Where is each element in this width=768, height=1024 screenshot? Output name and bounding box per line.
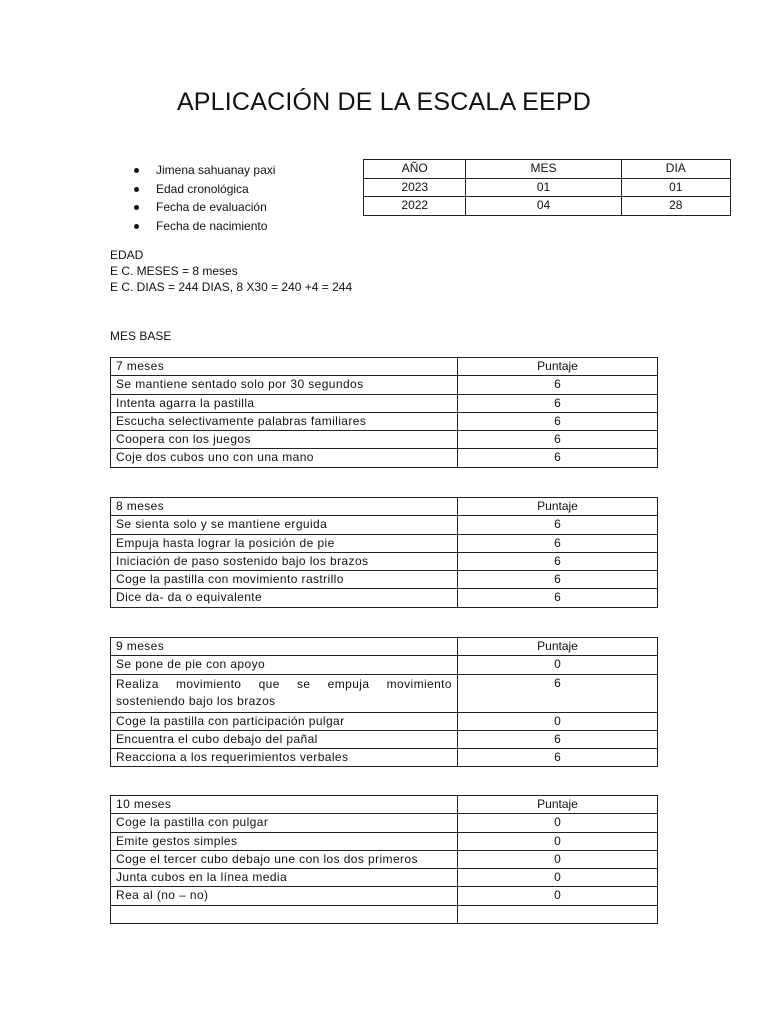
birth-year: 2022 xyxy=(364,197,466,216)
score-table-8-months xyxy=(110,497,658,608)
birth-month: 04 xyxy=(466,197,621,216)
table-row xyxy=(111,869,658,887)
item-text: Coje dos cubos uno con una mano xyxy=(111,449,458,467)
base-month-label: MES BASE xyxy=(110,329,172,343)
table-row xyxy=(111,376,658,394)
birth-date-row xyxy=(364,197,731,216)
item-score: 0 xyxy=(458,712,658,730)
table-row xyxy=(111,814,658,832)
score-header: Puntaje xyxy=(458,796,658,814)
item-text: Se sienta solo y se mantiene erguida xyxy=(111,516,458,534)
item-text: Intenta agarra la pastilla xyxy=(111,394,458,412)
item-text: Escucha selectivamente palabras familiares xyxy=(111,412,458,430)
item-score: 0 xyxy=(458,832,658,850)
score-header: Puntaje xyxy=(458,638,658,656)
item-text: Se mantiene sentado solo por 30 segundos xyxy=(111,376,458,394)
birth-day: 28 xyxy=(621,197,730,216)
score-table-10-months xyxy=(110,795,658,924)
item-text: Rea al (no – no) xyxy=(111,887,458,905)
table-row xyxy=(111,589,658,607)
table-row xyxy=(111,431,658,449)
table-row xyxy=(111,534,658,552)
table-row xyxy=(111,749,658,767)
score-table-9-months xyxy=(110,637,658,767)
item-score: 0 xyxy=(458,814,658,832)
eval-month: 01 xyxy=(466,178,621,197)
item-text: Coge la pastilla con participación pulgar xyxy=(111,712,458,730)
item-score: 0 xyxy=(458,850,658,868)
year-header: AÑO xyxy=(364,160,466,179)
table-row xyxy=(111,850,658,868)
chronological-age-label: Edad cronológica xyxy=(126,180,275,199)
month-header: MES xyxy=(466,160,621,179)
table-row xyxy=(111,516,658,534)
item-text: Reacciona a los requerimientos verbales xyxy=(111,749,458,767)
item-text: Empuja hasta lograr la posición de pie xyxy=(111,534,458,552)
table-row xyxy=(111,449,658,467)
table-row xyxy=(111,394,658,412)
item-text: Junta cubos en la línea media xyxy=(111,869,458,887)
item-text: Se pone de pie con apoyo xyxy=(111,656,458,674)
item-text: Iniciación de paso sostenido bajo los brazos xyxy=(111,552,458,570)
age-days-line: E C. DIAS = 244 DIAS, 8 X30 = 240 +4 = 244 xyxy=(110,280,353,294)
table-header-row xyxy=(111,498,658,516)
document-title: APLICACIÓN DE LA ESCALA EEPD xyxy=(176,88,592,116)
age-group-header: 7 meses xyxy=(111,358,458,376)
item-text: Coge el tercer cubo debajo une con los dos primeros xyxy=(111,850,458,868)
table-row xyxy=(111,832,658,850)
age-heading: EDAD xyxy=(110,248,144,262)
table-header-row xyxy=(111,796,658,814)
item-score: 6 xyxy=(458,534,658,552)
table-row xyxy=(111,552,658,570)
item-score: 6 xyxy=(458,394,658,412)
item-score: 0 xyxy=(458,887,658,905)
eval-year: 2023 xyxy=(364,178,466,197)
evaluation-date-row xyxy=(364,178,731,197)
table-row xyxy=(111,730,658,748)
patient-name: Jimena sahuanay paxi xyxy=(126,161,275,180)
item-score: 6 xyxy=(458,516,658,534)
table-row xyxy=(111,412,658,430)
eval-day: 01 xyxy=(621,178,730,197)
age-group-header: 8 meses xyxy=(111,498,458,516)
item-text: Encuentra el cubo debajo del pañal xyxy=(111,730,458,748)
item-score: 6 xyxy=(458,412,658,430)
item-text xyxy=(111,905,458,923)
score-table-7-months xyxy=(110,357,658,468)
table-header-row xyxy=(111,358,658,376)
table-row xyxy=(111,656,658,674)
evaluation-date-label: Fecha de evaluación xyxy=(126,198,275,217)
item-text: Realiza movimiento que se empuja movimiento sosteniendo bajo los brazos xyxy=(111,674,458,712)
age-group-header: 9 meses xyxy=(111,638,458,656)
table-header-row xyxy=(111,638,658,656)
age-months-line: E C. MESES = 8 meses xyxy=(110,264,238,278)
item-score: 6 xyxy=(458,730,658,748)
item-score: 0 xyxy=(458,656,658,674)
table-row xyxy=(111,571,658,589)
age-calculation xyxy=(110,247,352,295)
table-row xyxy=(111,712,658,730)
item-score: 6 xyxy=(458,674,658,712)
item-score: 6 xyxy=(458,552,658,570)
patient-info-list xyxy=(126,161,275,235)
item-score: 6 xyxy=(458,571,658,589)
item-score: 6 xyxy=(458,431,658,449)
item-score: 6 xyxy=(458,449,658,467)
item-score: 6 xyxy=(458,749,658,767)
item-score: 6 xyxy=(458,376,658,394)
item-text: Emite gestos simples xyxy=(111,832,458,850)
age-group-header: 10 meses xyxy=(111,796,458,814)
birth-date-label: Fecha de nacimiento xyxy=(126,217,275,236)
item-score xyxy=(458,905,658,923)
item-text: Coge la pastilla con pulgar xyxy=(111,814,458,832)
item-score: 0 xyxy=(458,869,658,887)
item-text: Coopera con los juegos xyxy=(111,431,458,449)
day-header: DIA xyxy=(621,160,730,179)
item-text: Dice da- da o equivalente xyxy=(111,589,458,607)
table-row xyxy=(111,674,658,712)
date-table-header xyxy=(364,160,731,179)
item-score: 6 xyxy=(458,589,658,607)
table-row xyxy=(111,887,658,905)
table-row-empty xyxy=(111,905,658,923)
score-header: Puntaje xyxy=(458,498,658,516)
date-table xyxy=(363,159,731,216)
item-text: Coge la pastilla con movimiento rastrillo xyxy=(111,571,458,589)
score-header: Puntaje xyxy=(458,358,658,376)
